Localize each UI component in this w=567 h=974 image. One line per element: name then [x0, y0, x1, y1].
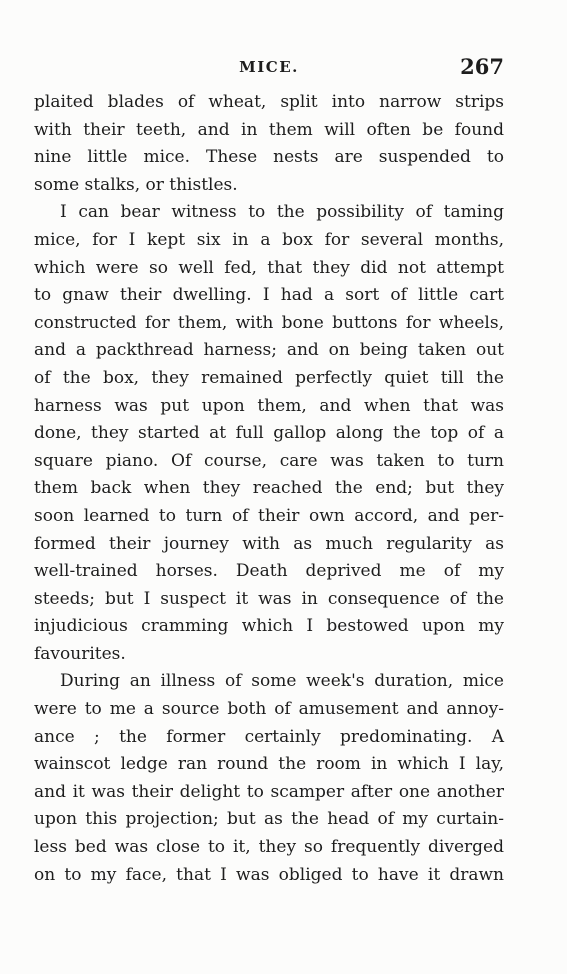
text-line: soon learned to turn of their own accord, and per-	[34, 505, 504, 526]
text-line: to gnaw their dwelling. I had a sort of little cart	[34, 285, 504, 306]
text-line: on to my face, that I was obliged to have it drawn	[34, 864, 504, 885]
text-line: and it was their delight to scamper after one another	[34, 781, 504, 802]
running-title: MICE.	[239, 58, 299, 76]
text-line: constructed for them, with bone buttons for wheels,	[34, 312, 504, 333]
body-text	[34, 89, 504, 889]
running-head	[34, 54, 504, 84]
paragraph-start-line: During an illness of some week's duration, mice	[60, 671, 504, 692]
paragraph-start-line: I can bear witness to the possibility of taming	[60, 202, 504, 223]
text-line: well-trained horses. Death deprived me of my	[34, 561, 504, 582]
text-line: plaited blades of wheat, split into narrow strips	[34, 92, 504, 112]
text-line: square piano. Of course, care was taken to turn	[34, 450, 504, 471]
text-line: of the box, they remained perfectly quiet till the	[34, 367, 504, 388]
text-line: wainscot ledge ran round the room in which I lay,	[34, 754, 504, 775]
text-line: some stalks, or thistles.	[34, 174, 238, 195]
text-line: with their teeth, and in them will often be found	[34, 119, 504, 140]
text-line: harness was put upon them, and when that was	[34, 395, 504, 416]
text-line: them back when they reached the end; but they	[34, 478, 504, 499]
text-line: nine little mice. These nests are suspended to	[34, 147, 504, 168]
text-line: steeds; but I suspect it was in consequence of the	[34, 588, 504, 609]
text-line: which were so well fed, that they did not attempt	[34, 257, 504, 278]
text-line: ance ; the former certainly predominating. A	[34, 726, 504, 747]
text-line: mice, for I kept six in a box for several months,	[34, 229, 504, 250]
text-line: favourites.	[34, 643, 126, 664]
page-number: 267	[460, 54, 504, 79]
text-line: upon this projection; but as the head of my curtain-	[34, 809, 504, 830]
text-line: formed their journey with as much regularity as	[34, 533, 504, 554]
text-line: and a packthread harness; and on being taken out	[34, 340, 504, 361]
text-line: done, they started at full gallop along the top of a	[34, 423, 504, 444]
text-line: less bed was close to it, they so frequently diverged	[34, 837, 504, 858]
text-line: were to me a source both of amusement and annoy-	[34, 699, 504, 720]
text-line: injudicious cramming which I bestowed upon my	[34, 616, 504, 637]
